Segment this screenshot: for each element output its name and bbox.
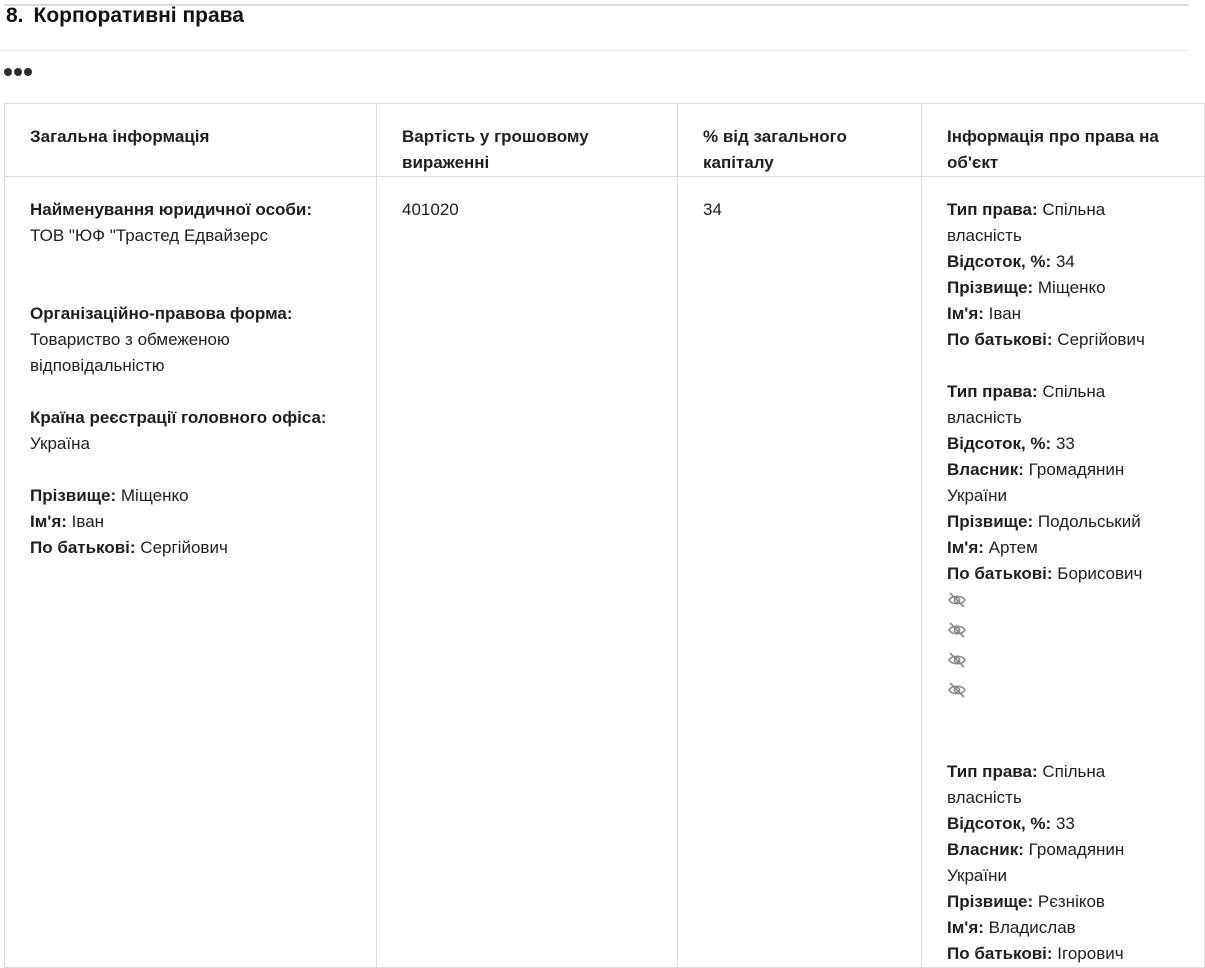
right-patronymic-label: По батькові:	[947, 944, 1053, 963]
org-form-label: Організаційно-правова форма:	[30, 304, 293, 323]
cell-percent: 34	[678, 177, 922, 968]
patronymic-label: По батькові:	[30, 538, 136, 557]
right-surname: Міщенко	[1037, 278, 1106, 297]
right-patronymic-label: По батькові:	[947, 330, 1053, 349]
entity-name-label: Найменування юридичної особи:	[30, 200, 313, 219]
right-type-label: Тип права:	[947, 382, 1038, 401]
right-surname-label: Прізвище:	[947, 892, 1034, 911]
right-type-label: Тип права:	[947, 762, 1038, 781]
right-owner: Громадянин України	[947, 840, 1125, 885]
right-entry	[947, 759, 1179, 967]
right-patronymic-label: По батькові:	[947, 564, 1053, 583]
header-rights: Інформація про права на об'єкт	[922, 104, 1205, 177]
dot	[14, 68, 22, 76]
right-share-label: Відсоток, %:	[947, 434, 1052, 453]
right-type-label: Тип права:	[947, 200, 1038, 219]
right-type: Спільна власність	[947, 200, 1106, 245]
entity-name: ТОВ "ЮФ "Трастед Едвайзерс	[30, 226, 269, 245]
name-line	[30, 509, 351, 535]
dot	[24, 68, 32, 76]
country-label: Країна реєстрації головного офіса:	[30, 408, 327, 427]
cell-value: 401020	[377, 177, 678, 968]
right-share: 33	[1055, 434, 1075, 453]
eye-off-icon[interactable]	[947, 621, 969, 647]
right-name-label: Ім'я:	[947, 918, 984, 937]
right-name: Владислав	[988, 918, 1076, 937]
patronymic-line	[30, 535, 351, 561]
cell-general	[5, 177, 377, 968]
right-owner-label: Власник:	[947, 460, 1024, 479]
right-name-label: Ім'я:	[947, 538, 984, 557]
right-type: Спільна власність	[947, 382, 1106, 427]
corporate-rights-table-wrap	[4, 103, 1189, 963]
table-header-row	[5, 104, 1205, 177]
cell-rights	[922, 177, 1205, 968]
right-name: Іван	[988, 304, 1022, 323]
eye-off-icon[interactable]	[947, 591, 969, 617]
section-title	[6, 4, 244, 28]
right-entry	[947, 379, 1179, 707]
surname-label: Прізвище:	[30, 486, 117, 505]
country: Україна	[30, 434, 90, 453]
right-share: 33	[1055, 814, 1075, 833]
right-patronymic: Ігорович	[1057, 944, 1124, 963]
right-share-label: Відсоток, %:	[947, 814, 1052, 833]
right-entry	[947, 197, 1179, 353]
right-patronymic: Борисович	[1057, 564, 1143, 583]
header-percent: % від загального капіталу	[678, 104, 922, 177]
section-title-text: Корпоративні права	[33, 4, 244, 27]
eye-off-icon[interactable]	[947, 651, 969, 677]
right-surname: Подольський	[1037, 512, 1141, 531]
header-general: Загальна інформація	[5, 104, 377, 177]
table-row	[5, 177, 1205, 968]
surname-value: Міщенко	[120, 486, 189, 505]
right-owner: Громадянин України	[947, 460, 1125, 505]
name-value: Іван	[71, 512, 105, 531]
surname-line	[30, 483, 351, 509]
name-label: Ім'я:	[30, 512, 67, 531]
dot	[4, 68, 12, 76]
title-divider	[0, 50, 1189, 51]
right-type: Спільна власність	[947, 762, 1106, 807]
right-share-label: Відсоток, %:	[947, 252, 1052, 271]
right-surname-label: Прізвище:	[947, 512, 1034, 531]
eye-off-icon[interactable]	[947, 681, 969, 707]
right-patronymic: Сергійович	[1057, 330, 1145, 349]
section-number: 8.	[6, 4, 24, 27]
patronymic-value: Сергійович	[140, 538, 228, 557]
org-form: Товариство з обмеженою відповідальністю	[30, 330, 230, 375]
right-surname-label: Прізвище:	[947, 278, 1034, 297]
right-share: 34	[1055, 252, 1075, 271]
header-value: Вартість у грошовому вираженні	[377, 104, 678, 177]
right-surname: Рєзніков	[1037, 892, 1105, 911]
corporate-rights-table	[4, 103, 1205, 968]
right-name: Артем	[988, 538, 1038, 557]
right-name-label: Ім'я:	[947, 304, 984, 323]
right-owner-label: Власник:	[947, 840, 1024, 859]
more-options-icon[interactable]	[4, 68, 32, 76]
